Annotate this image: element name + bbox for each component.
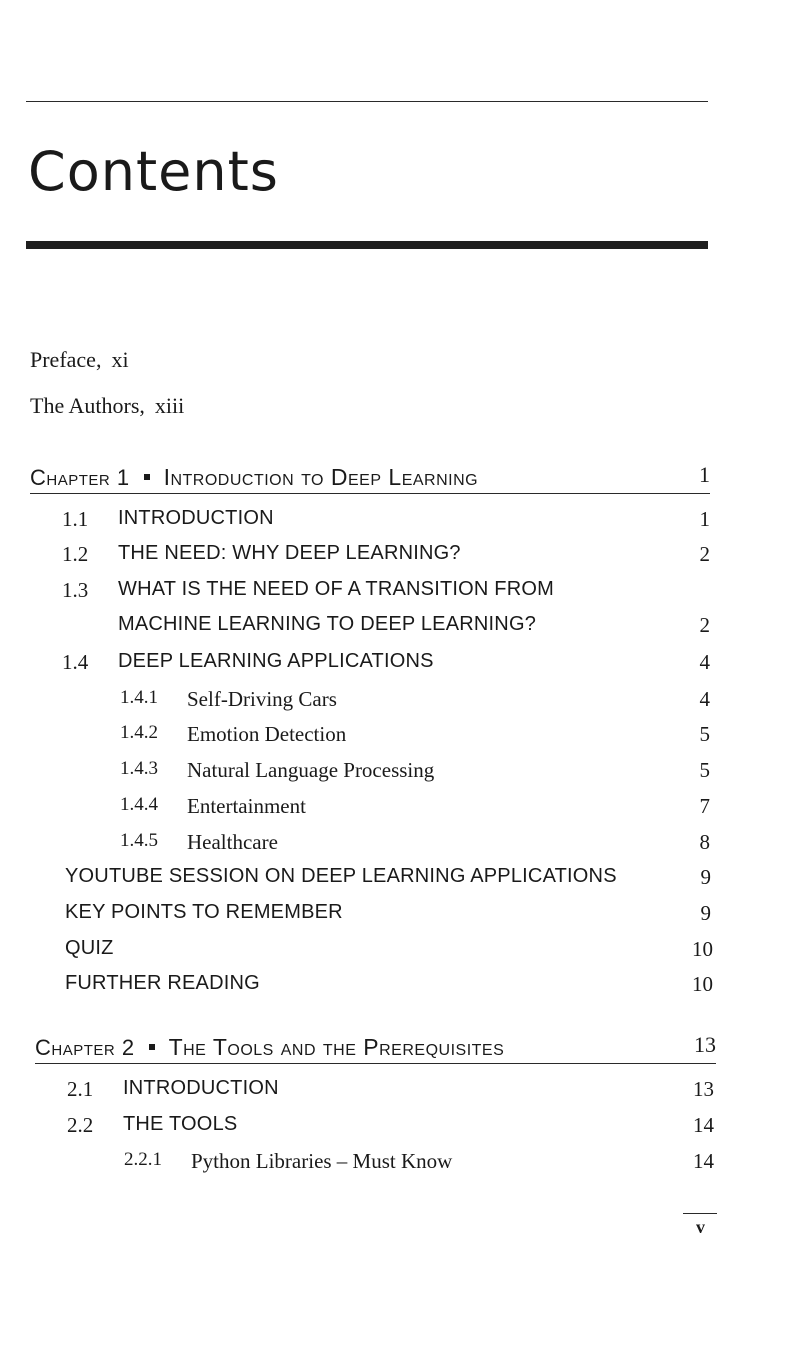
toc-subentry bbox=[0, 722, 800, 748]
page-title: Contents bbox=[28, 140, 279, 203]
front-matter-page: xi bbox=[111, 347, 129, 372]
entry-title: DEEP LEARNING APPLICATIONS bbox=[118, 650, 434, 672]
entry-number: 2.1 bbox=[67, 1077, 94, 1101]
entry-page: 14 bbox=[693, 1113, 714, 1137]
entry-title: THE TOOLS bbox=[123, 1113, 238, 1135]
top-rule bbox=[26, 101, 708, 102]
toc-entry-continuation bbox=[0, 613, 800, 639]
entry-number: 1.4.5 bbox=[120, 830, 158, 851]
entry-page: 10 bbox=[692, 937, 713, 961]
toc-entry bbox=[0, 542, 800, 568]
entry-page: 9 bbox=[700, 865, 711, 889]
toc-entry bbox=[0, 901, 800, 927]
entry-title: INTRODUCTION bbox=[123, 1077, 279, 1099]
front-matter-label: Preface, bbox=[30, 347, 102, 372]
entry-page: 4 bbox=[699, 687, 710, 711]
chapter-heading bbox=[35, 1032, 716, 1060]
entry-page: 2 bbox=[699, 542, 710, 566]
entry-title: FURTHER READING bbox=[65, 972, 260, 994]
toc-entry bbox=[0, 972, 800, 998]
entry-number: 1.2 bbox=[62, 542, 89, 566]
entry-page: 14 bbox=[693, 1149, 714, 1173]
chapter-title: The Tools and the Prerequisites bbox=[168, 1034, 505, 1060]
entry-page: 9 bbox=[700, 901, 711, 925]
entry-number: 1.4.3 bbox=[120, 758, 158, 779]
entry-page: 8 bbox=[699, 830, 710, 854]
entry-number: 1.4 bbox=[62, 650, 89, 674]
entry-page: 2 bbox=[699, 613, 710, 637]
toc-subentry bbox=[0, 1149, 800, 1175]
front-matter-preface bbox=[30, 347, 129, 373]
toc-subentry bbox=[0, 830, 800, 856]
chapter-heading bbox=[30, 462, 710, 490]
entry-title: Self-Driving Cars bbox=[187, 687, 337, 711]
toc-entry bbox=[0, 865, 800, 891]
title-rule bbox=[26, 241, 708, 249]
entry-page: 1 bbox=[699, 507, 710, 531]
entry-title: QUIZ bbox=[65, 937, 114, 959]
entry-page: 5 bbox=[699, 722, 710, 746]
entry-number: 2.2.1 bbox=[124, 1149, 162, 1170]
chapter-rule bbox=[35, 1063, 716, 1064]
square-bullet-icon bbox=[149, 1044, 155, 1050]
chapter-page: 1 bbox=[699, 462, 710, 487]
chapter-label: Chapter 1 bbox=[30, 465, 130, 490]
toc-entry bbox=[0, 507, 800, 533]
entry-title: Emotion Detection bbox=[187, 722, 347, 746]
entry-number: 1.4.2 bbox=[120, 722, 158, 743]
entry-number: 2.2 bbox=[67, 1113, 94, 1137]
entry-title: Healthcare bbox=[187, 830, 278, 854]
folio-rule bbox=[683, 1213, 717, 1214]
entry-page: 13 bbox=[693, 1077, 714, 1101]
toc-entry bbox=[0, 1077, 800, 1103]
entry-page: 7 bbox=[699, 794, 710, 818]
entry-title: Natural Language Processing bbox=[187, 758, 435, 782]
entry-page: 5 bbox=[699, 758, 710, 782]
toc-entry bbox=[0, 650, 800, 676]
toc-subentry bbox=[0, 758, 800, 784]
entry-title: THE NEED: WHY DEEP LEARNING? bbox=[118, 542, 461, 564]
front-matter-label: The Authors, bbox=[30, 393, 145, 418]
toc-entry bbox=[0, 578, 800, 604]
entry-title: Entertainment bbox=[187, 794, 306, 818]
entry-title: KEY POINTS TO REMEMBER bbox=[65, 901, 343, 923]
entry-title: MACHINE LEARNING TO DEEP LEARNING? bbox=[118, 613, 537, 635]
entry-number: 1.3 bbox=[62, 578, 89, 602]
entry-page: 4 bbox=[699, 650, 710, 674]
entry-title: WHAT IS THE NEED OF A TRANSITION FROM bbox=[118, 578, 554, 600]
square-bullet-icon bbox=[144, 474, 150, 480]
page-number: v bbox=[696, 1217, 705, 1237]
entry-number: 1.4.4 bbox=[120, 794, 158, 815]
entry-title: Python Libraries – Must Know bbox=[191, 1149, 453, 1173]
entry-number: 1.4.1 bbox=[120, 687, 158, 708]
entry-title: YOUTUBE SESSION ON DEEP LEARNING APPLICATIONS bbox=[65, 865, 617, 887]
chapter-label: Chapter 2 bbox=[35, 1035, 135, 1060]
front-matter-authors bbox=[30, 393, 184, 419]
toc-subentry bbox=[0, 687, 800, 713]
entry-page: 10 bbox=[692, 972, 713, 996]
chapter-rule bbox=[30, 493, 710, 494]
entry-number: 1.1 bbox=[62, 507, 89, 531]
entry-title: INTRODUCTION bbox=[118, 507, 274, 529]
chapter-page: 13 bbox=[694, 1032, 716, 1057]
toc-entry bbox=[0, 1113, 800, 1139]
toc-entry bbox=[0, 937, 800, 963]
toc-subentry bbox=[0, 794, 800, 820]
front-matter-page: xiii bbox=[154, 393, 185, 418]
chapter-title: Introduction to Deep Learning bbox=[163, 464, 479, 490]
